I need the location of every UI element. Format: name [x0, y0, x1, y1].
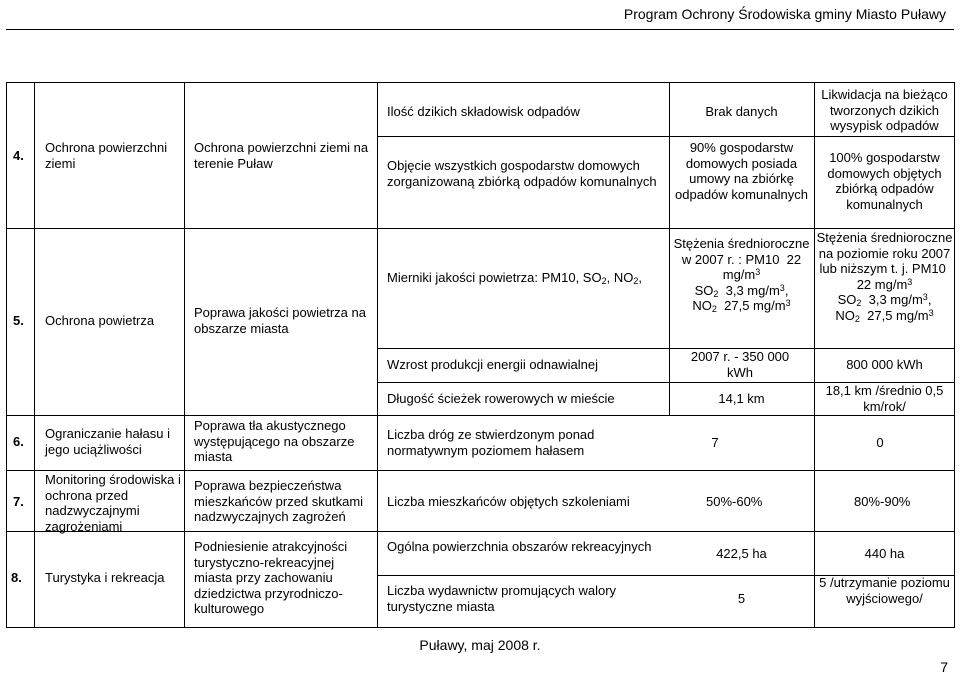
indicator-target: 800 000 kWh [846, 357, 923, 372]
indicator-name: Ogólna powierzchnia obszarów rekreacyjnych [387, 539, 652, 554]
indicator-name: Liczba dróg ze stwierdzonym ponad normatywnym poziomem hałasem [387, 427, 595, 458]
indicator-target: 80%-90% [854, 494, 911, 509]
header-rule [6, 29, 954, 30]
indicator-name: Wzrost produkcji energii odnawialnej [387, 357, 598, 372]
indicator-target: Stężenia średnioroczne na poziomie roku 2007 lub niższym t. j. PM10 22 $mg/m^3$ $SO_2$ 3,3 $mg/m^3$, $NO_2$ 27,5 $mg/m^3$ [816, 230, 953, 324]
indicator-target: 18,1 km /średnio 0,5 km/rok/ [825, 383, 944, 414]
area-cell: Ochrona powietrza [45, 313, 155, 328]
indicator-current: Brak danych [705, 104, 778, 119]
indicator-name: Liczba wydawnictw promujących walory turystyczne miasta [387, 583, 617, 614]
indicator-target: Likwidacja na bieżąco tworzonych dzikich wysypisk odpadów [821, 87, 948, 133]
indicator-current: 422,5 ha [716, 546, 767, 561]
indicator-current: 50%-60% [706, 494, 763, 509]
indicator-name: Objęcie wszystkich gospodarstw domowych zorganizowaną zbiórką odpadów komunalnych [387, 158, 657, 189]
area-cell: Ochrona powierzchni ziemi [45, 140, 168, 171]
area-cell: Monitoring środowiska i ochrona przed nadzwyczajnymi zagrożeniami [45, 472, 181, 534]
row-number: 5. [13, 313, 24, 328]
indicator-current: 5 [737, 591, 746, 606]
goal-cell: Poprawa jakości powietrza na obszarze miasta [194, 305, 366, 336]
indicator-name: Mierniki jakości powietrza: PM10, $SO_2$, $NO_2$, [387, 270, 642, 286]
row-number: 8. [11, 570, 22, 585]
goal-cell: Ochrona powierzchni ziemi na terenie Puław [194, 140, 369, 171]
indicator-target: 5 /utrzymanie poziomu wyjściowego/ [819, 575, 950, 606]
indicator-name: Ilość dzikich składowisk odpadów [387, 104, 580, 119]
goal-cell: Poprawa bezpieczeństwa mieszkańców przed skutkami nadzwyczajnych zagrożeń [194, 478, 364, 524]
indicator-name: Liczba mieszkańców objętych szkoleniami [387, 494, 630, 509]
indicator-name: Długość ścieżek rowerowych w mieście [387, 391, 615, 406]
goal-cell: Poprawa tła akustycznego występującego na obszarze miasta [194, 418, 355, 464]
indicator-current: 7 [711, 435, 719, 450]
area-cell: Ograniczanie hałasu i jego uciążliwości [45, 426, 171, 457]
page-number: 7 [940, 659, 948, 675]
indicator-current: 2007 r. - 350 000 kWh [690, 349, 790, 380]
row-number: 6. [13, 434, 24, 449]
document-footer: Puławy, maj 2008 r. [419, 637, 541, 653]
indicator-target: 0 [876, 435, 884, 450]
area-cell: Turystyka i rekreacja [45, 570, 165, 585]
indicator-current: 14,1 km [718, 391, 765, 406]
indicator-target: 100% gospodarstw domowych objętych zbiórką odpadów komunalnych [827, 150, 942, 212]
row-number: 4. [13, 148, 24, 163]
goal-cell: Podniesienie atrakcyjności turystyczno-rekreacyjnej miasta przy zachowaniu dziedzictwa przyrodniczo-kulturowego [194, 539, 348, 616]
indicator-current: Stężenia średnioroczne w 2007 r. : PM10 22 $mg/m^3$ $SO_2$ 3,3 $mg/m^3$, $NO_2$ 27,5 $mg/m^3$ [673, 236, 810, 314]
indicator-current: 90% gospodarstw domowych posiada umowy na zbiórkę odpadów komunalnych [675, 140, 808, 202]
row-number: 7. [13, 494, 24, 509]
indicator-target: 440 ha [864, 546, 905, 561]
document-header: Program Ochrony Środowiska gminy Miasto Puławy [623, 6, 946, 22]
